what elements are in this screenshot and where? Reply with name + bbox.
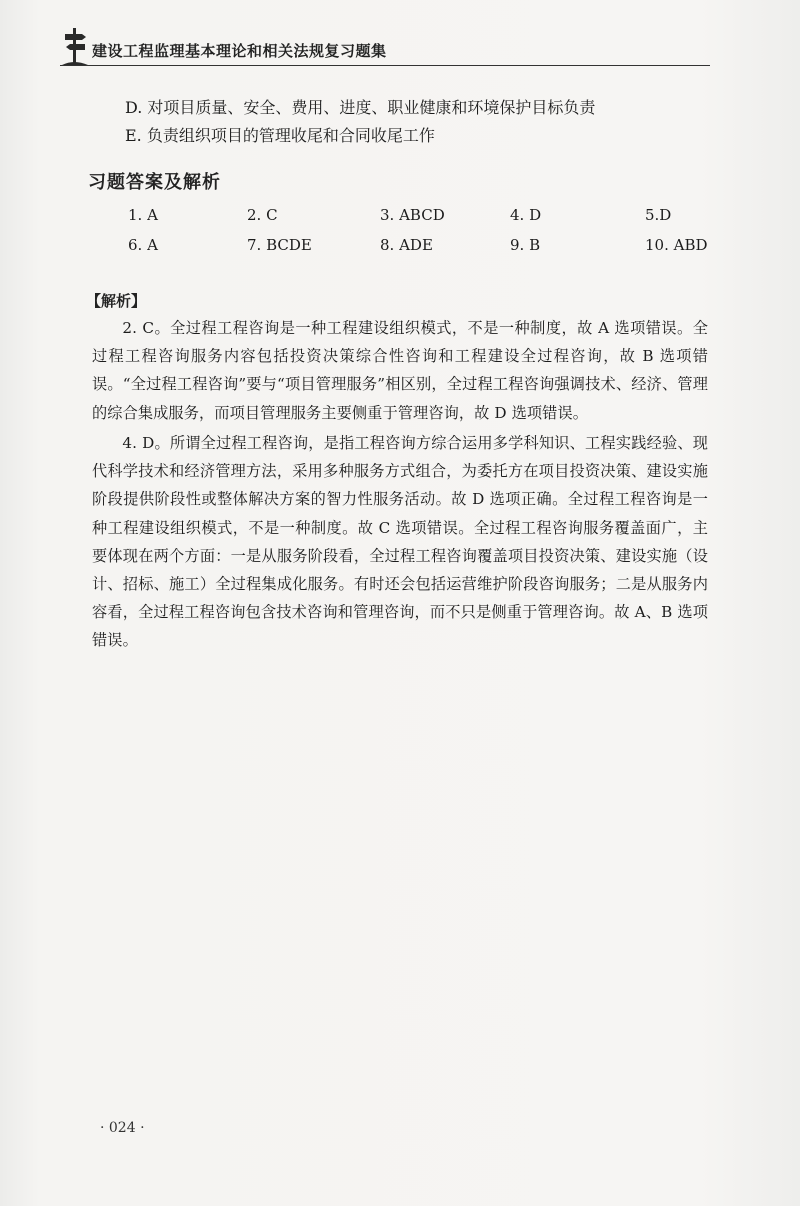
answer-item: 4. D: [510, 206, 542, 224]
answer-item: 1. A: [128, 206, 158, 224]
option-d: D. 对项目质量、安全、费用、进度、职业健康和环境保护目标负责: [125, 98, 596, 117]
signpost-icon: [60, 26, 90, 68]
header-divider: [60, 65, 710, 66]
answer-item: 5.D: [645, 206, 672, 224]
analysis-paragraph-q4: 4. D。所谓全过程工程咨询，是指工程咨询方综合运用多学科知识、工程实践经验、现代科学技术和经济管理方法，采用多种服务方式组合，为委托方在项目投资决策、建设实施阶段提供阶段性或整体解决方案的智力性服务活动。故 D 选项正确。全过程工程咨询是一种工程建设组织模式，不是一种制度。故 C 选项错误。全过程工程咨询服务覆盖面广，主要体现在两个方面：一是从服务阶段看，全过程工程咨询覆盖项目投资决策、建设实施（设计、招标、施工）全过程集成化服务。有时还会包括运营维护阶段咨询服务；二是从服务内容看，全过程工程咨询包含技术咨询和管理咨询，而不只是侧重于管理咨询。故 A、B 选项错误。: [92, 434, 708, 650]
page-number: · 024 ·: [100, 1120, 145, 1136]
answer-item: 8. ADE: [380, 236, 433, 254]
answer-item: 6. A: [128, 236, 158, 254]
answer-item: 2. C: [247, 206, 278, 224]
section-title: 习题答案及解析: [88, 172, 221, 193]
analysis-paragraph-q2: 2. C。全过程工程咨询是一种工程建设组织模式，不是一种制度，故 A 选项错误。全过程工程咨询服务内容包括投资决策综合性咨询和工程建设全过程咨询，故 B 选项错误。“全过程工程咨询”要与“项目管理服务”相区别，全过程工程咨询强调技术、经济、管理的综合集成服务，而项目管理服务主要侧重于管理咨询，故 D 选项错误。: [92, 319, 708, 422]
answer-item: 9. B: [510, 236, 541, 254]
option-e: E. 负责组织项目的管理收尾和合同收尾工作: [125, 126, 435, 145]
answer-item: 3. ABCD: [380, 206, 445, 224]
answer-item: 7. BCDE: [247, 236, 312, 254]
analysis-label: 【解析】: [86, 292, 147, 310]
book-title: 建设工程监理基本理论和相关法规复习题集: [92, 42, 387, 60]
answer-item: 10. ABD: [645, 236, 708, 254]
running-header: [60, 26, 720, 68]
